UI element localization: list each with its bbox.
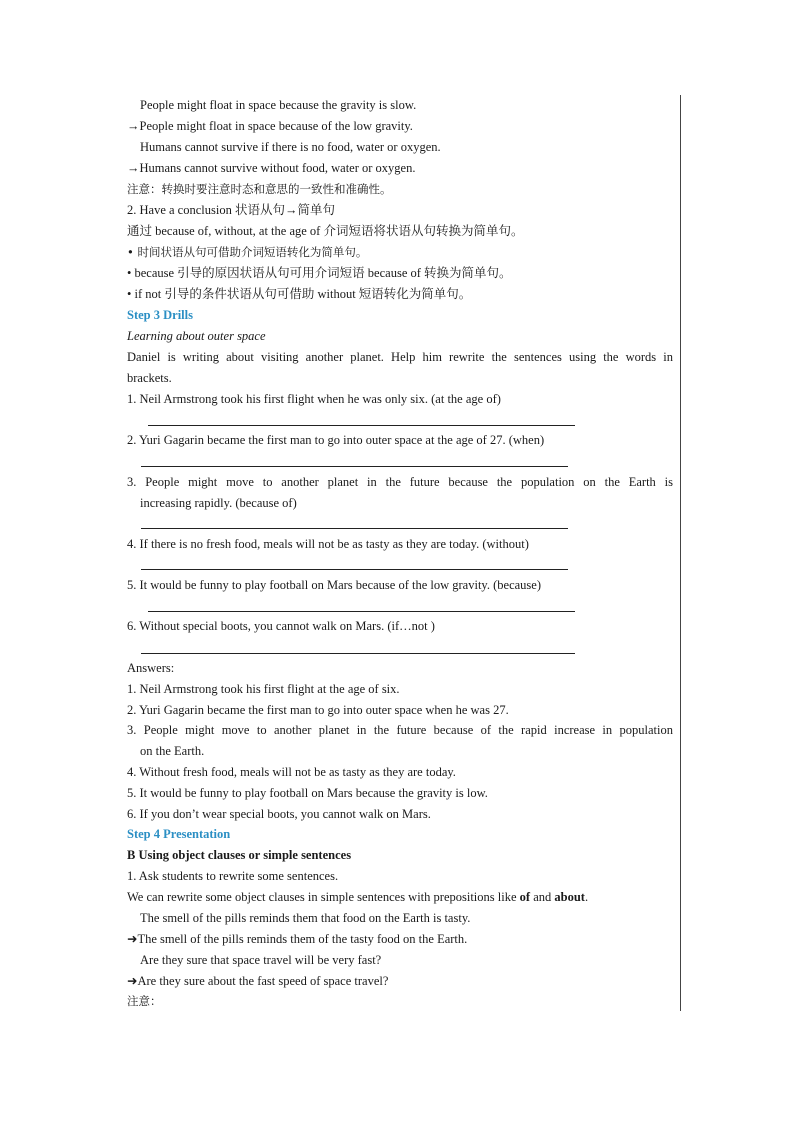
bullet-item: • if not 引导的条件状语从句可借助 without 短语转化为简单句。: [127, 287, 472, 301]
example-sentence: Humans cannot survive if there is no food, water or oxygen.: [140, 140, 441, 154]
step3-instruction: Daniel is writing about visiting another planet. Help him rewrite the sentences using the words in: [127, 350, 673, 364]
example-sentence: People might float in space because the gravity is slow.: [140, 98, 417, 112]
answer-3-cont: on the Earth.: [140, 744, 205, 758]
conclusion-text: 通过 because of, without, at the age of 介词短语将状语从句转换为简单句。: [127, 224, 524, 238]
answer-blank-4[interactable]: [141, 569, 568, 570]
drill-question-2: 2. Yuri Gagarin became the first man to go into outer space at the age of 27. (when): [127, 433, 545, 447]
step4-heading: Step 4 Presentation: [127, 827, 231, 841]
drill-question-6: 6. Without special boots, you cannot walk on Mars. (if…not ): [127, 619, 435, 633]
example-sentence: The smell of the pills reminds them that food on the Earth is tasty.: [140, 911, 471, 925]
step3-heading: Step 3 Drills: [127, 308, 193, 322]
presentation-line: We can rewrite some object clauses in simple sentences with prepositions like of and about.: [127, 890, 589, 904]
answer-2: 2. Yuri Gagarin became the first man to go into outer space when he was 27.: [127, 703, 509, 717]
drill-question-3: 3. People might move to another planet in the future because the population on the Earth is: [127, 475, 673, 489]
answer-6: 6. If you don’t wear special boots, you cannot walk on Mars.: [127, 807, 431, 821]
answer-blank-6[interactable]: [141, 653, 575, 654]
bullet-item: • 时间状语从句可借助介词短语转化为简单句。: [127, 245, 368, 259]
step3-subtitle: Learning about outer space: [127, 329, 266, 343]
section-b-heading: B Using object clauses or simple sentences: [127, 848, 352, 862]
step3-instruction-cont: brackets.: [127, 371, 172, 385]
drill-question-1: 1. Neil Armstrong took his first flight when he was only six. (at the age of): [127, 392, 501, 406]
drill-question-4: 4. If there is no fresh food, meals will not be as tasty as they are today. (without): [127, 537, 529, 551]
example-rewrite: ➜The smell of the pills reminds them of the tasty food on the Earth.: [127, 932, 468, 946]
answer-4: 4. Without fresh food, meals will not be as tasty as they are today.: [127, 765, 456, 779]
answer-blank-1[interactable]: [148, 425, 575, 426]
bullet-item: • because 引导的原因状语从句可用介词短语 because of 转换为简单句。: [127, 266, 512, 280]
table-right-border: [680, 95, 681, 1011]
keyword-of: of: [519, 890, 531, 904]
answer-1: 1. Neil Armstrong took his first flight at the age of six.: [127, 682, 400, 696]
note-label: 注意：: [127, 994, 162, 1008]
answers-label: Answers:: [127, 661, 175, 675]
answer-blank-3[interactable]: [141, 528, 568, 529]
answer-blank-2[interactable]: [141, 466, 568, 467]
drill-question-3-cont: increasing rapidly. (because of): [140, 496, 297, 510]
drill-question-5: 5. It would be funny to play football on Mars because of the low gravity. (because): [127, 578, 542, 592]
example-rewrite: ➜Are they sure about the fast speed of space travel?: [127, 974, 389, 988]
note-line: 注意：转换时要注意时态和意思的一致性和准确性。: [127, 182, 392, 196]
answer-5: 5. It would be funny to play football on Mars because the gravity is low.: [127, 786, 488, 800]
example-rewrite: →People might float in space because of the low gravity.: [127, 119, 413, 133]
conclusion-heading: 2. Have a conclusion 状语从句→简单句: [127, 203, 335, 217]
example-rewrite: →Humans cannot survive without food, water or oxygen.: [127, 161, 416, 175]
example-sentence: Are they sure that space travel will be very fast?: [140, 953, 382, 967]
keyword-about: about: [554, 890, 585, 904]
answer-blank-5[interactable]: [148, 611, 575, 612]
answer-3: 3. People might move to another planet in the future because of the rapid increase in population: [127, 723, 673, 737]
presentation-line: 1. Ask students to rewrite some sentences.: [127, 869, 339, 883]
